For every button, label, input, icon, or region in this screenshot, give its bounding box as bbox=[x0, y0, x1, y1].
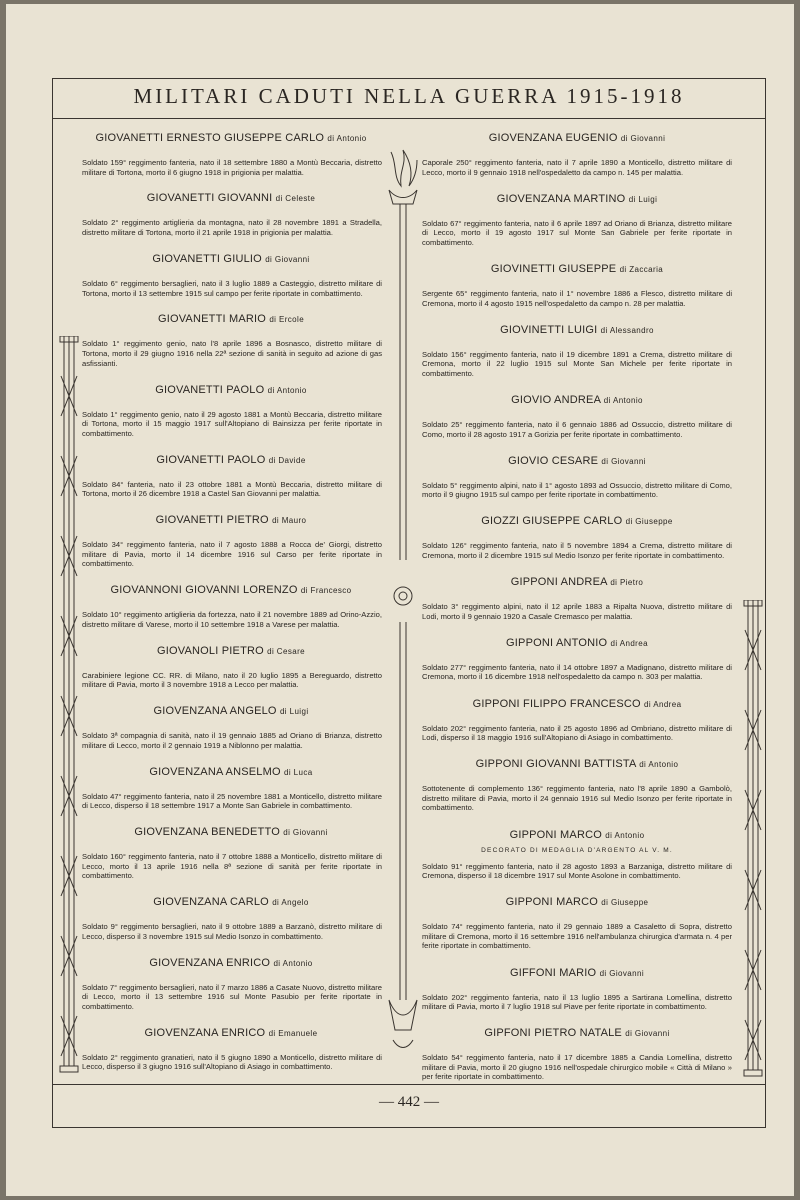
entry bbox=[418, 455, 736, 500]
entry-name: GIOVANETTI MARIO di Ercole bbox=[157, 313, 305, 326]
entry-father: di Mauro bbox=[272, 516, 307, 526]
entry bbox=[76, 1027, 386, 1072]
entry-name: GIOVANETTI GIULIO di Giovanni bbox=[152, 252, 310, 265]
entry-text: Soldato 74° reggimento fanteria, nato il 29 gennaio 1889 a Casaletto di Sopra, distretto militare di Cremona, morto il 16 settembre 1916 nell'ambulanza chirurgica d'armata n. 4 per ferite riportate in combattimento. bbox=[422, 922, 732, 951]
left-column bbox=[76, 132, 386, 1072]
entry-text: Soldato 6° reggimento bersaglieri, nato il 3 luglio 1889 a Casteggio, distretto militare di Tortona, morto il 13 settembre 1915 sul campo per ferite riportate in combattimento. bbox=[82, 278, 382, 298]
footer-rule bbox=[52, 1084, 766, 1085]
entry-father: di Andrea bbox=[610, 638, 648, 648]
entry-father: di Zaccaria bbox=[619, 265, 664, 274]
entry bbox=[418, 193, 736, 248]
entry-text: Sottotenente di complemento 136° reggimento fanteria, nato l'8 aprile 1890 a Gambolò, distretto militare di Pavia, morto il 24 gennaio 1916 sul Medio Isonzo per ferite riportate in combattimento. bbox=[422, 784, 732, 813]
entry bbox=[76, 253, 386, 298]
entry-father: di Antonio bbox=[273, 958, 313, 968]
entry bbox=[418, 394, 736, 439]
entry bbox=[76, 584, 386, 629]
entry-text: Soldato 9° reggimento bersaglieri, nato il 9 ottobre 1889 a Barzanò, distretto militare di Lecco, disperso il 3 novembre 1915 sul Medio Isonzo in combattimento. bbox=[82, 922, 382, 941]
entry bbox=[418, 698, 736, 743]
entry-name: GIOZZI GIUSEPPE CARLO di Giuseppe bbox=[481, 515, 673, 528]
entry bbox=[76, 705, 386, 750]
entry bbox=[418, 637, 736, 682]
entry-text: Sergente 65° reggimento fanteria, nato il 1° novembre 1886 a Flesco, distretto militare di Cremona, morto il 4 agosto 1915 nell'ospedaletto da campo n. 28 per malattia. bbox=[422, 289, 732, 308]
entry-father: di Pietro bbox=[610, 578, 644, 588]
entry-text: Soldato 3ª compagnia di sanità, nato il 19 gennaio 1885 ad Oriano di Brianza, distretto militare di Lecco, morto il 2 gennaio 1919 a Niblonno per malattia. bbox=[82, 731, 382, 750]
entry bbox=[76, 384, 386, 439]
entry-name: GIOVINETTI GIUSEPPE di Zaccaria bbox=[490, 263, 664, 275]
entry bbox=[76, 313, 386, 368]
entry-name: GIOVENZANA MARTINO di Luigi bbox=[496, 192, 658, 205]
entry-father: di Giovanni bbox=[620, 134, 666, 143]
entry-father: di Cesare bbox=[267, 646, 305, 656]
entry-father: di Giovanni bbox=[601, 456, 646, 466]
entry-name: GIOVANNONI GIOVANNI LORENZO di Francesco bbox=[110, 584, 352, 597]
entry-text: Soldato 160° reggimento fanteria, nato il 7 ottobre 1888 a Monticello, distretto militare di Lecco, morto il 13 aprile 1916 nella 8ª sezione di sanità per ferite riportate in combattimento. bbox=[82, 852, 382, 881]
entry-name: GIPPONI ANTONIO di Andrea bbox=[506, 636, 648, 649]
entry-name: GIOVANETTI PAOLO di Davide bbox=[156, 453, 306, 466]
entry bbox=[418, 967, 736, 1012]
entry bbox=[76, 645, 386, 690]
entry bbox=[418, 1027, 736, 1082]
entry-name: GIPFONI PIETRO NATALE di Giovanni bbox=[484, 1027, 670, 1040]
entry bbox=[418, 576, 736, 621]
entry-text: Soldato 47° reggimento fanteria, nato il 25 novembre 1881 a Monticello, distretto militare di Lecco, disperso il 18 settembre 1917 a Monte San Gabriele in combattimento. bbox=[82, 791, 382, 811]
entry-text: Soldato 91° reggimento fanteria, nato il 28 agosto 1893 a Barzaniga, distretto militare di Cremona, disperso il 18 dicembre 1917 sul Monte Asolone in combattimento. bbox=[422, 861, 732, 881]
entry-text: Soldato 84° fanteria, nato il 23 ottobre 1881 a Montù Beccaria, distretto militare di Tortona, morto il 26 dicembre 1918 a Castel San Giovanni per malattia. bbox=[82, 479, 382, 499]
entry-text: Soldato 25° reggimento fanteria, nato il 6 gennaio 1886 ad Ossuccio, distretto militare di Como, morto il 28 agosto 1917 a Gorizia per ferite riportate in combattimento. bbox=[422, 420, 732, 439]
entry-father: di Francesco bbox=[300, 586, 352, 596]
entry bbox=[76, 957, 386, 1012]
entry-name: GIOVENZANA ENRICO di Emanuele bbox=[144, 1026, 318, 1039]
entry-text: Soldato 156° reggimento fanteria, nato il 19 dicembre 1891 a Crema, distretto militare di Cremona, morto il 22 luglio 1915 sul Monte San Michele per ferite riportate in combattimento. bbox=[422, 349, 732, 378]
entry-name: GIPPONI MARCO di Antonio bbox=[509, 828, 645, 841]
entry-name: GIOVANETTI ERNESTO GIUSEPPE CARLO di Antonio bbox=[95, 132, 367, 144]
entry-father: di Antonio bbox=[639, 760, 679, 770]
entry bbox=[76, 132, 386, 177]
entry bbox=[418, 758, 736, 813]
entry-text: Soldato 2° reggimento granatieri, nato il 5 giugno 1890 a Monticello, distretto militare di Lecco, disperso il 3 giugno 1916 sull'Altopiano di Asiago in combattimento. bbox=[82, 1052, 382, 1072]
entry bbox=[418, 896, 736, 951]
entry-name: GIOVENZANA CARLO di Angelo bbox=[153, 896, 309, 909]
entry-father: di Antonio bbox=[603, 396, 643, 405]
entry-text: Soldato 159° reggimento fanteria, nato il 18 settembre 1880 a Montù Beccaria, distretto militare di Tortona, morto il 6 giugno 1918 in prigionia per malattia. bbox=[82, 158, 382, 177]
entry-father: di Luigi bbox=[628, 194, 658, 204]
entry-father: di Giovanni bbox=[283, 828, 328, 838]
entry-name: GIOVANETTI PAOLO di Antonio bbox=[155, 383, 307, 396]
entry-name: GIPPONI GIOVANNI BATTISTA di Antonio bbox=[475, 758, 679, 771]
entry-text: Soldato 2° reggimento artiglieria da montagna, nato il 28 novembre 1891 a Stradella, distretto militare di Tortona, morto il 21 aprile 1918 in prigionia per malattia. bbox=[82, 218, 382, 238]
entry bbox=[418, 515, 736, 560]
entry-name: GIOVENZANA ENRICO di Antonio bbox=[149, 956, 313, 969]
entry-name: GIOVANETTI GIOVANNI di Celeste bbox=[146, 192, 316, 205]
entry bbox=[76, 766, 386, 811]
entry-name: GIOVENZANA BENEDETTO di Giovanni bbox=[134, 826, 328, 839]
entry-father: di Giovanni bbox=[625, 1029, 670, 1039]
entry bbox=[76, 454, 386, 499]
header-rule bbox=[52, 118, 766, 119]
entry-father: di Giovanni bbox=[599, 968, 645, 978]
entry-text: Soldato 277° reggimento fanteria, nato il 14 ottobre 1897 a Madignano, distretto militare di Cremona, morto il 16 dicembre 1918 nell'ospedaletto da campo n. 303 per malattia. bbox=[422, 662, 732, 682]
entry bbox=[418, 324, 736, 379]
entry-name: GIOVIO CESARE di Giovanni bbox=[508, 454, 646, 467]
entry-text: Soldato 5° reggimento alpini, nato il 1° agosto 1893 ad Ossuccio, distretto militare di Como, morto il 9 giugno 1915 sul campo per ferite riportate in combattimento. bbox=[422, 480, 732, 500]
entry-name: GIPPONI MARCO di Giuseppe bbox=[505, 896, 649, 909]
entry-name: GIOVIO ANDREA di Antonio bbox=[511, 394, 643, 406]
entry-name: GIOVENZANA EUGENIO di Giovanni bbox=[488, 132, 666, 144]
entry-father: di Emanuele bbox=[268, 1028, 318, 1038]
entry bbox=[76, 514, 386, 569]
entry-father: di Davide bbox=[268, 455, 306, 465]
entry-text: Soldato 202° reggimento fanteria, nato il 13 luglio 1895 a Sartirana Lomellina, distretto militare di Pavia, morto il 7 luglio 1918 sul Piave per ferite riportate in combattimento. bbox=[422, 992, 732, 1012]
entry-name: GIOVENZANA ANSELMO di Luca bbox=[149, 765, 313, 778]
page-header: MILITARI CADUTI NELLA GUERRA 1915-1918 bbox=[133, 84, 685, 108]
entry-text: Caporale 250° reggimento fanteria, nato il 7 aprile 1890 a Monticello, distretto militare di Lecco, morto il 9 gennaio 1918 nell'ospedaletto da campo n. 145 per malattia. bbox=[422, 158, 732, 177]
page-number: — 442 — bbox=[379, 1094, 439, 1110]
entry-text: Soldato 67° reggimento fanteria, nato il 6 aprile 1897 ad Oriano di Brianza, distretto militare di Lecco, morto il 19 agosto 1917 sul Monte San Gabriele per ferite riportate in combattimento. bbox=[422, 218, 732, 247]
entry bbox=[418, 263, 736, 308]
entry-father: di Antonio bbox=[267, 385, 307, 395]
entry-name: GIOVANOLI PIETRO di Cesare bbox=[156, 644, 305, 657]
entry-text: Soldato 34° reggimento fanteria, nato il 7 agosto 1888 a Rocca de' Giorgi, distretto militare di Pavia, morto il 14 dicembre 1916 sul Carso per ferite riportate in combattimento. bbox=[82, 540, 382, 569]
entry-text: Soldato 1° reggimento genio, nato il 29 agosto 1881 a Montù Beccaria, distretto militare di Tortona, morto il 15 maggio 1917 sull'Altopiano di Bainsizza per ferite riportate in combattimento. bbox=[82, 409, 382, 438]
entry bbox=[418, 829, 736, 881]
entry bbox=[76, 826, 386, 881]
entry-text: Soldato 126° reggimento fanteria, nato il 5 novembre 1894 a Crema, distretto militare di Cremona, morto il 2 dicembre 1915 sul Medio Isonzo per ferite riportate in combattimento. bbox=[422, 541, 732, 560]
entry-father: di Antonio bbox=[605, 830, 645, 840]
entry-father: di Giuseppe bbox=[625, 517, 673, 527]
entry-father: di Luca bbox=[284, 767, 313, 777]
entry-text: Carabiniere legione CC. RR. di Milano, nato il 20 luglio 1895 a Bereguardo, distretto militare di Pavia, morto il 3 novembre 1918 a Lecco per malattia. bbox=[82, 670, 382, 690]
entry-name: GIPPONI ANDREA di Pietro bbox=[510, 576, 644, 589]
central-torch-ornament bbox=[383, 140, 423, 1070]
entry-name: GIOVINETTI LUIGI di Alessandro bbox=[500, 323, 654, 336]
entry-text: Soldato 10° reggimento artiglieria da fortezza, nato il 21 novembre 1889 ad Orino-Azzio, distretto militare di Varese, morto il 10 settembre 1918 a Varese per malattia. bbox=[82, 610, 382, 629]
entry-text: Soldato 7° reggimento bersaglieri, nato il 7 marzo 1886 a Casate Nuovo, distretto militare di Lecco, morto il 13 settembre 1916 sul Monte Pasubio per ferite riportate in combattimento. bbox=[82, 982, 382, 1011]
right-column bbox=[418, 132, 736, 1082]
entry-father: di Ercole bbox=[269, 315, 305, 325]
entry-text: Soldato 54° reggimento fanteria, nato il 17 dicembre 1885 a Candia Lomellina, distretto militare di Pavia, morto il 20 giugno 1916 nell'ospedale chirurgico mobile « Città di Milano » per ferite riportate in combattimento. bbox=[422, 1053, 732, 1082]
entry-text: Soldato 202° reggimento fanteria, nato il 25 agosto 1896 ad Ombriano, distretto militare di Lodi, disperso il 18 maggio 1916 sull'Altopiano di Asiago in combattimento. bbox=[422, 723, 732, 743]
entry-decoration: DECORATO DI MEDAGLIA D'ARGENTO AL V. M. bbox=[481, 846, 673, 854]
entry bbox=[76, 192, 386, 237]
entry-name: GIPPONI FILIPPO FRANCESCO di Andrea bbox=[472, 697, 682, 710]
entry-text: Soldato 3° reggimento alpini, nato il 12 aprile 1883 a Ripalta Nuova, distretto militare di Lodi, morto il 9 gennaio 1920 a Casale Cremasco per malattia. bbox=[422, 602, 732, 621]
entry-text: Soldato 1° reggimento genio, nato l'8 aprile 1896 a Bosnasco, distretto militare di Tortona, morto il 29 giugno 1916 nella 22ª sezione di sanità in seguito ad azione di gas asfissianti. bbox=[82, 339, 382, 368]
entry-father: di Antonio bbox=[327, 134, 367, 143]
entry-father: di Andrea bbox=[644, 699, 682, 709]
entry-father: di Giuseppe bbox=[601, 898, 649, 908]
entry-name: GIFFONI MARIO di Giovanni bbox=[509, 966, 645, 979]
entry-father: di Angelo bbox=[272, 898, 309, 908]
entry-father: di Celeste bbox=[275, 194, 316, 204]
entry-father: di Luigi bbox=[279, 707, 309, 717]
entry bbox=[76, 896, 386, 941]
entry-name: GIOVENZANA ANGELO di Luigi bbox=[153, 705, 309, 718]
entry-father: di Alessandro bbox=[600, 325, 654, 335]
entry bbox=[418, 132, 736, 177]
right-fasces-ornament bbox=[742, 600, 764, 1080]
entry-name: GIOVANETTI PIETRO di Mauro bbox=[155, 514, 307, 527]
entry-father: di Giovanni bbox=[265, 254, 310, 264]
